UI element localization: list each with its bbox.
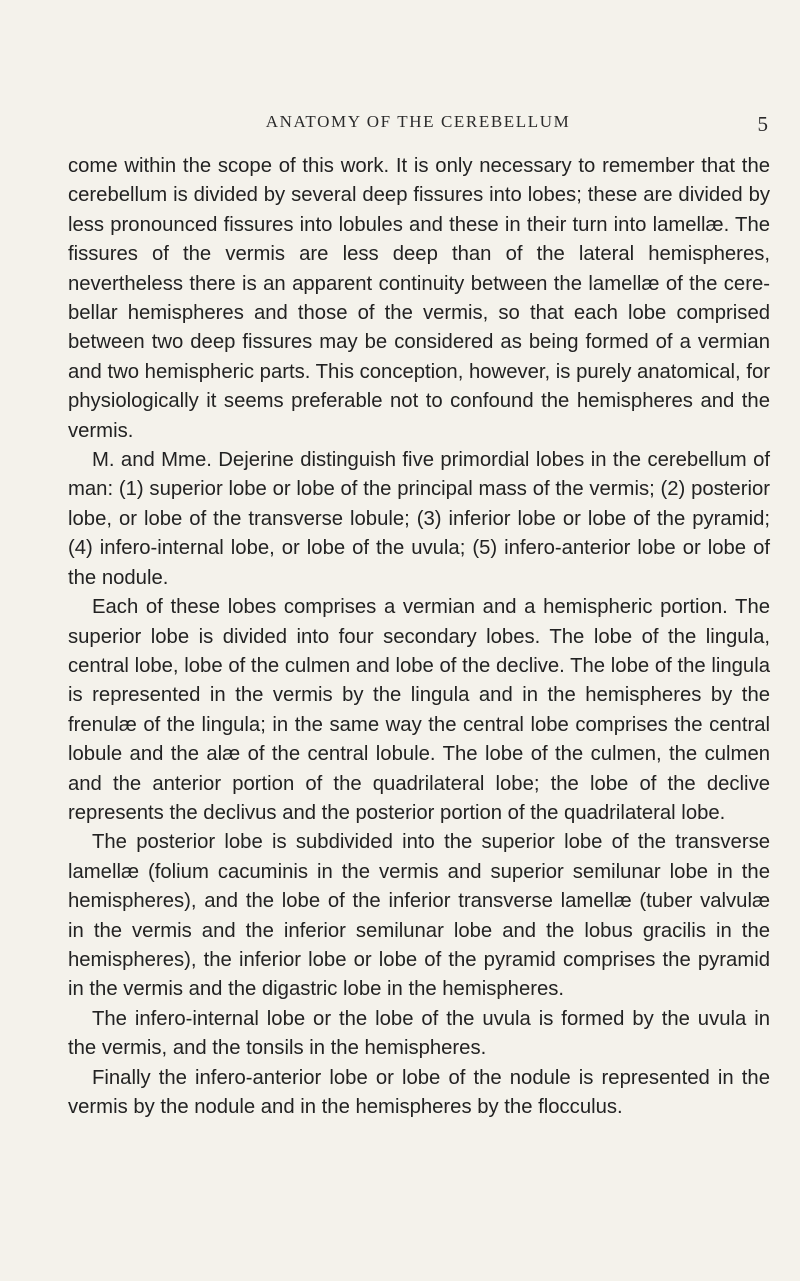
paragraph: Each of these lobes comprises a vermian and a hemispheric portion. The superior lobe is divided into four secondary lobes. The lobe of the lingula, central lobe, lobe of the culmen and lobe of the declive. The lobe of the lingula is represented in the vermis by the lingula and in the hemispheres by the frenulæ of the lingula; in the same way the central lobe comprises the central lobule and the alæ of the central lobule. The lobe of the culmen, the culmen and the anterior portion of the quadrilateral lobe; the lobe of the declive represents the declivus and the posterior portion of the quadrilateral lobe. xyxy=(68,596,770,824)
page-number: 5 xyxy=(757,112,768,136)
paragraph: The posterior lobe is subdivided into the superior lobe of the transverse lamellæ (folium cacuminis in the vermis and superior semilunar lobe in the hemispheres), and the lobe of the inferior transverse lamellæ (tuber valvulæ in the vermis and the inferior semilunar lobe and the lobus gracilis in the hemispheres), the inferior lobe or lobe of the pyramid comprises the pyramid in the vermis and the digastric lobe in the hemispheres. xyxy=(68,831,770,1001)
body-text xyxy=(68,152,770,1122)
running-head xyxy=(68,112,768,142)
paragraph: M. and Mme. Dejerine distinguish five primordial lobes in the cerebellum of man: (1) superior lobe or lobe of the principal mass of the vermis; (2) posterior lobe, or lobe of the transverse lobule; (3) inferior lobe or lobe of the pyramid; (4) infero-internal lobe, or lobe of the uvula; (5) infero-anterior lobe or lobe of the nodule. xyxy=(68,449,770,589)
paragraph: The infero-internal lobe or the lobe of the uvula is formed by the uvula in the vermis, and the tonsils in the hemispheres. xyxy=(68,1007,770,1060)
running-title: ANATOMY OF THE CEREBELLUM xyxy=(265,112,571,131)
paragraph: Finally the infero-anterior lobe or lobe of the nodule is represented in the vermis by the nodule and in the hemispheres by the flocculus. xyxy=(68,1066,770,1118)
paragraph: come within the scope of this work. It is only necessary to remember that the cerebellum is divided by several deep fissures into lobes; these are divided by less pronounced fissures into lobules and these in their turn into lamellæ. The fissures of the vermis are less deep than of the lateral hemispheres, nevertheless there is an apparent continuity between the lamellæ of the cerebellar hemispheres and those of the vermis, so that each lobe comprised between two deep fissures may be considered as being formed of a vermian and two hemispheric parts. This conception, however, is purely anatomical, for physiologically it seems preferable not to confound the hemispheres and the vermis. xyxy=(68,155,770,442)
